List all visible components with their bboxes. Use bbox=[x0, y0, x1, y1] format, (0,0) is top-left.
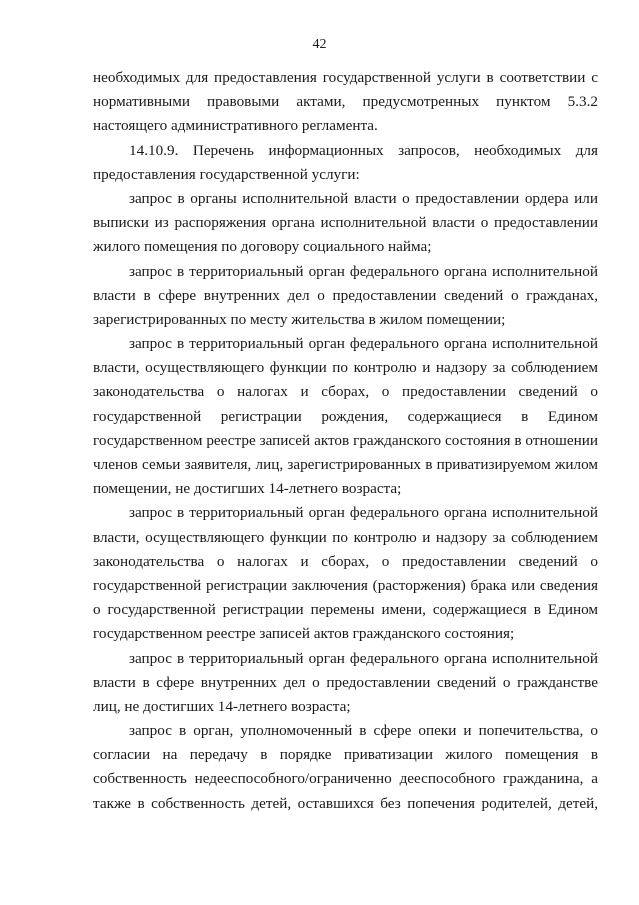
text-line: власти в сфере внутренних дел о предоставлении сведений о гражданстве bbox=[93, 673, 598, 691]
text-line: помещении, не достигших 14-летнего возраста; bbox=[93, 480, 402, 498]
paragraph bbox=[93, 332, 598, 501]
document-body bbox=[93, 66, 598, 816]
text-line: зарегистрированных по месту жительства в жилом помещении; bbox=[93, 310, 506, 328]
text-line: выписки из распоряжения органа исполнительной власти о предоставлении bbox=[93, 214, 598, 232]
text-line: настоящего административного регламента. bbox=[93, 117, 378, 135]
text-line: запрос в орган, уполномоченный в сфере опеки и попечительства, о bbox=[129, 722, 598, 740]
paragraph bbox=[93, 719, 598, 816]
text-line: государственной регистрации заключения (расторжения) брака или сведения bbox=[93, 576, 598, 594]
text-line: собственность недееспособного/ограниченно дееспособного гражданина, а bbox=[93, 770, 598, 788]
text-line: запрос в территориальный орган федерального органа исполнительной bbox=[129, 649, 598, 667]
text-line: 14.10.9. Перечень информационных запросов, необходимых для bbox=[129, 141, 598, 159]
text-line: необходимых для предоставления государственной услуги в соответствии с bbox=[93, 69, 598, 86]
text-line: предоставления государственной услуги: bbox=[93, 165, 360, 183]
text-line: запрос в территориальный орган федерального органа исполнительной bbox=[129, 504, 598, 522]
text-line: членов семьи заявителя, лиц, зарегистрированных в приватизируемом жилом bbox=[93, 456, 598, 473]
page-number: 42 bbox=[312, 37, 327, 52]
text-line: власти в сфере внутренних дел о предоставлении сведений о гражданах, bbox=[93, 286, 598, 304]
text-line: запрос в органы исполнительной власти о предоставлении ордера или bbox=[129, 189, 598, 207]
paragraph bbox=[93, 260, 598, 333]
text-line: государственном реестре записей актов гражданского состояния; bbox=[93, 625, 515, 643]
text-line: согласии на передачу в порядке приватизации жилого помещения в bbox=[93, 746, 598, 764]
text-line: лиц, не достигших 14-летнего возраста; bbox=[93, 697, 351, 715]
text-line: государственном реестре записей актов гражданского состояния в отношении bbox=[93, 431, 598, 449]
paragraph bbox=[93, 187, 598, 260]
text-line: также в собственность детей, оставшихся без попечения родителей, детей, bbox=[93, 794, 598, 812]
text-line: жилого помещения по договору социального найма; bbox=[93, 238, 432, 256]
text-line: законодательства о налогах и сборах, о предоставлении сведений о bbox=[93, 552, 598, 570]
text-line: власти, осуществляющего функции по контролю и надзору за соблюдением bbox=[93, 528, 598, 546]
paragraph bbox=[93, 647, 598, 720]
text-line: власти, осуществляющего функции по контролю и надзору за соблюдением bbox=[93, 359, 598, 377]
text-line: законодательства о налогах и сборах, о предоставлении сведений о bbox=[93, 383, 598, 401]
text-line: государственной регистрации рождения, содержащиеся в Едином bbox=[93, 407, 598, 425]
text-line: о государственной регистрации перемены имени, содержащиеся в Едином bbox=[93, 601, 598, 619]
paragraph bbox=[93, 139, 598, 187]
text-line: запрос в территориальный орган федерального органа исполнительной bbox=[129, 262, 598, 280]
paragraph bbox=[93, 66, 598, 139]
paragraph bbox=[93, 501, 598, 646]
text-line: запрос в территориальный орган федерального органа исполнительной bbox=[129, 335, 598, 353]
text-line: нормативными правовыми актами, предусмотренных пунктом 5.3.2 bbox=[93, 93, 598, 111]
